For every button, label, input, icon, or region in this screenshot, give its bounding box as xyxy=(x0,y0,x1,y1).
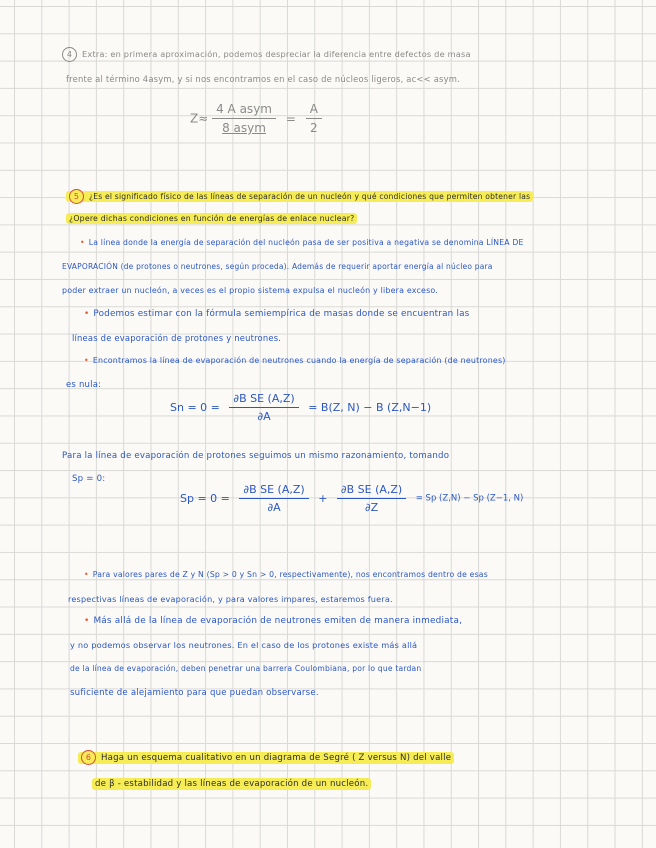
item5-number: 5 xyxy=(69,189,84,204)
item5-p6-l1: • Más allá de la línea de evaporación de neutrones emiten de manera inmediata, xyxy=(84,616,463,626)
item5-p3-l1: • Encontramos la línea de evaporación de neutrones cuando la energía de separación (de neutrones) xyxy=(84,356,506,365)
item5-eq2-plus: + xyxy=(318,492,328,505)
item5-p1-l3: poder extraer un nucleón, a veces es el propio sistema expulsa el nucleón y libera exceso. xyxy=(62,286,438,295)
item4-eq-rfrac xyxy=(306,102,322,135)
item5-eq2-frac1 xyxy=(239,483,308,514)
item5-eq2-den1: ∂A xyxy=(267,501,281,514)
item6-text1: Haga un esquema cualitativo en un diagrama de Segré ( Z versus N) del valle xyxy=(101,753,452,763)
item5-eq2 xyxy=(180,483,523,514)
item5-title-line1 xyxy=(66,189,533,204)
bullet-icon: • xyxy=(84,356,89,365)
item5-eq2-den2: ∂Z xyxy=(364,501,379,514)
item5-eq1-lhs: Sn = 0 = xyxy=(170,401,220,414)
item6-text2: de β - estabilidad y las líneas de evaporación de un nucleón. xyxy=(92,778,371,790)
item6-number: 6 xyxy=(81,750,96,765)
item6-line2 xyxy=(92,779,371,789)
item6-line1 xyxy=(78,750,454,765)
item4-equation xyxy=(190,102,322,135)
item5-p6-l3: de la línea de evaporación, deben penetrar una barrera Coulombiana, por lo que tardan xyxy=(70,664,422,673)
item5-p4-l1: Para la línea de evaporación de protones seguimos un mismo razonamiento, tomando xyxy=(62,451,450,461)
item5-title-line2 xyxy=(66,214,357,223)
item5-eq1 xyxy=(170,392,431,423)
item5-eq1-frac xyxy=(229,392,298,423)
item5-eq1-den: ∂A xyxy=(257,410,271,423)
item5-p2-l2: líneas de evaporación de protones y neutrones. xyxy=(72,333,282,343)
bullet-icon: • xyxy=(84,570,89,579)
item5-eq1-num: ∂B SE (A,Z) xyxy=(229,392,298,408)
item5-title1: ¿Es el significado físico de las líneas de separación de un nucleón y qué condiciones que permiten obtener las xyxy=(89,191,531,201)
item5-p2-l1: • Podemos estimar con la fórmula semiempírica de masas donde se encuentran las xyxy=(84,309,470,319)
item4-text1: Extra: en primera aproximación, podemos despreciar la diferencia entre defectos de masa xyxy=(82,49,471,59)
item5-eq2-rhs: = Sp (Z,N) − Sp (Z−1, N) xyxy=(415,493,524,504)
item4-eq-frac xyxy=(212,102,276,135)
bullet-icon: • xyxy=(80,238,85,247)
item5-eq2-num2: ∂B SE (A,Z) xyxy=(337,483,406,499)
item5-eq2-lhs: Sp = 0 = xyxy=(180,492,230,505)
item5-p1-l1: • La línea donde la energía de separación del nucleón pasa de ser positiva a negativa se denomina LÍNEA DE xyxy=(80,238,524,247)
item5-eq2-frac2 xyxy=(337,483,406,514)
item5-eq2-num1: ∂B SE (A,Z) xyxy=(239,483,308,499)
item4-line2: frente al término 4asym, y si nos encontramos en el caso de núcleos ligeros, ac<< asym. xyxy=(66,74,460,84)
item4-eq-mid: = xyxy=(285,111,296,126)
item5-eq1-rhs: = B(Z, N) − B (Z,N−1) xyxy=(308,401,432,414)
item5-p4-l2: Sp = 0: xyxy=(72,474,106,484)
item5-title2: ¿Opere dichas condiciones en función de energías de enlace nuclear? xyxy=(66,213,357,224)
item4-eq-lhs: Z≈ xyxy=(190,111,209,126)
bullet-icon: • xyxy=(84,309,90,319)
item4-number: 4 xyxy=(62,47,77,62)
item5-p1-l2: EVAPORACIÓN (de protones o neutrones, según proceda). Además de requerir aportar energía al núcleo para xyxy=(62,262,493,271)
bullet-icon: • xyxy=(84,616,90,626)
item4-eq-den: 8 asym xyxy=(222,121,266,135)
item5-p6-l4: suficiente de alejamiento para que puedan observarse. xyxy=(70,688,319,698)
item4-eq-num: 4 A asym xyxy=(212,102,276,119)
item5-p6-l2: y no podemos observar los neutrones. En el caso de los protones existe más allá xyxy=(70,640,418,650)
item4-eq-rnum: A xyxy=(306,102,322,119)
item4-eq-rden: 2 xyxy=(309,121,318,135)
item5-p5-l1: • Para valores pares de Z y N (Sp > 0 y Sn > 0, respectivamente), nos encontramos dentro de esas xyxy=(84,570,488,579)
item5-p3-l2: es nula: xyxy=(66,380,102,390)
item5-p5-l2: respectivas líneas de evaporación, y para valores impares, estaremos fuera. xyxy=(68,594,393,604)
item4-line1 xyxy=(62,47,471,62)
